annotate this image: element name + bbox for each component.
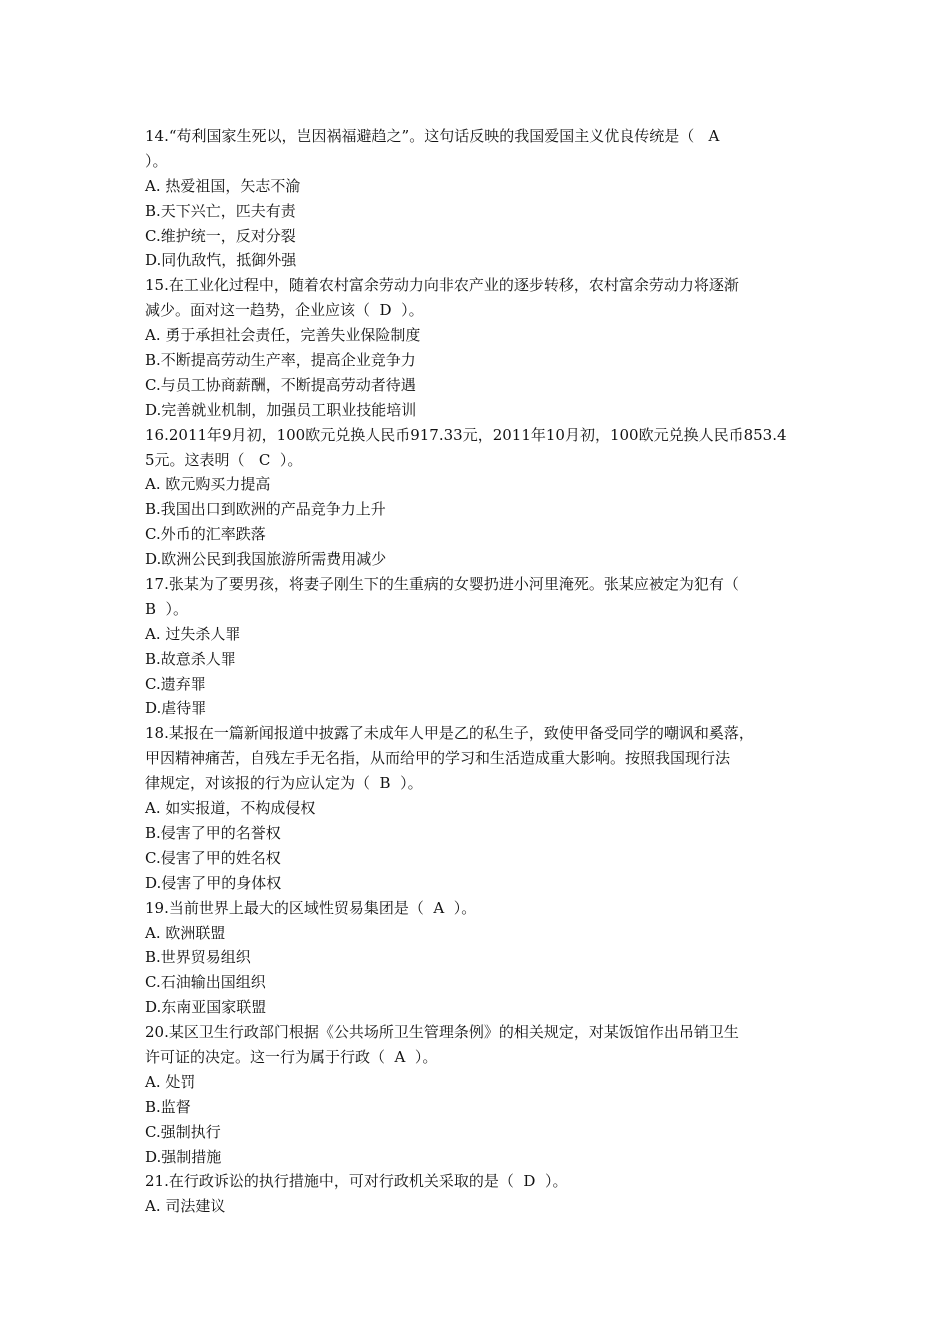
text-line: 21.在行政诉讼的执行措施中，可对行政机关采取的是（ D ）。 (145, 1172, 568, 1191)
text-line: D.强制措施 (145, 1147, 222, 1166)
text-line: 许可证的决定。这一行为属于行政（ A ）。 (145, 1047, 438, 1066)
text-line: D.侵害了甲的身体权 (145, 873, 282, 892)
text-line: 14.“苟利国家生死以，岂因祸福避趋之”。这句话反映的我国爱国主义优良传统是（ A (145, 127, 720, 145)
text-line: B.故意杀人罪 (145, 649, 236, 668)
text-line: ）。 (145, 151, 168, 170)
text-line: 16.2011年9月初，100欧元兑换人民币917.33元，2011年10月初，100欧元兑换人民币853.4 (145, 425, 787, 444)
text-line: B.侵害了甲的名誉权 (145, 823, 281, 842)
text-line: C.石油输出国组织 (145, 973, 266, 992)
text-line: A. 司法建议 (145, 1197, 226, 1216)
text-line: 19.当前世界上最大的区域性贸易集团是（ A ）。 (145, 898, 477, 917)
text-line: A. 处罚 (145, 1072, 196, 1091)
text-line: 减少。面对这一趋势，企业应该（ D ）。 (145, 301, 424, 320)
text-line: C.强制执行 (145, 1122, 221, 1141)
text-line: B.不断提高劳动生产率，提高企业竞争力 (145, 351, 416, 370)
text-line: B.天下兴亡，匹夫有责 (145, 201, 296, 220)
text-line: D.虐待罪 (145, 699, 207, 718)
document-body (145, 124, 815, 1219)
text-line: A. 热爱祖国，矢志不渝 (145, 176, 301, 195)
text-line: A. 过失杀人罪 (145, 624, 241, 643)
text-line: 5元。这表明（ C ）。 (145, 450, 303, 469)
text-line: 甲因精神痛苦，自残左手无名指，从而给甲的学习和生活造成重大影响。按照我国现行法 (145, 749, 731, 768)
text-line: D.完善就业机制，加强员工职业技能培训 (145, 400, 417, 419)
text-line: B.世界贸易组织 (145, 948, 251, 967)
text-line: 18.某报在一篇新闻报道中披露了未成年人甲是乙的私生子，致使甲备受同学的嘲讽和奚落， (145, 724, 754, 743)
text-line: 20.某区卫生行政部门根据《公共场所卫生管理条例》的相关规定，对某饭馆作出吊销卫生 (145, 1023, 739, 1042)
text-line: 律规定，对该报的行为应认定为（ B ）。 (145, 774, 423, 793)
text-line: C.维护统一，反对分裂 (145, 226, 296, 245)
text-line: C.外币的汇率跌落 (145, 525, 266, 544)
text-line: B.我国出口到欧洲的产品竞争力上升 (145, 500, 386, 519)
text-line: 15.在工业化过程中，随着农村富余劳动力向非农产业的逐步转移，农村富余劳动力将逐渐 (145, 276, 739, 295)
text-line: A. 勇于承担社会责任，完善失业保险制度 (145, 326, 421, 345)
text-line: C.与员工协商薪酬，不断提高劳动者待遇 (145, 375, 416, 394)
text-line: D.同仇敌忾，抵御外强 (145, 251, 297, 270)
text-line: A. 欧元购买力提高 (145, 475, 271, 494)
text-line: B.监督 (145, 1097, 191, 1116)
text-line: D.欧洲公民到我国旅游所需费用减少 (145, 550, 387, 569)
text-line: C.侵害了甲的姓名权 (145, 848, 281, 867)
text-line: C.遗弃罪 (145, 674, 206, 693)
text-line: A. 如实报道，不构成侵权 (145, 799, 316, 818)
text-line: 17.张某为了要男孩，将妻子刚生下的生重病的女婴扔进小河里淹死。张某应被定为犯有（ (145, 575, 739, 594)
text-line: D.东南亚国家联盟 (145, 998, 267, 1017)
text-line: A. 欧洲联盟 (145, 923, 226, 942)
text-line: B ）。 (145, 599, 189, 618)
